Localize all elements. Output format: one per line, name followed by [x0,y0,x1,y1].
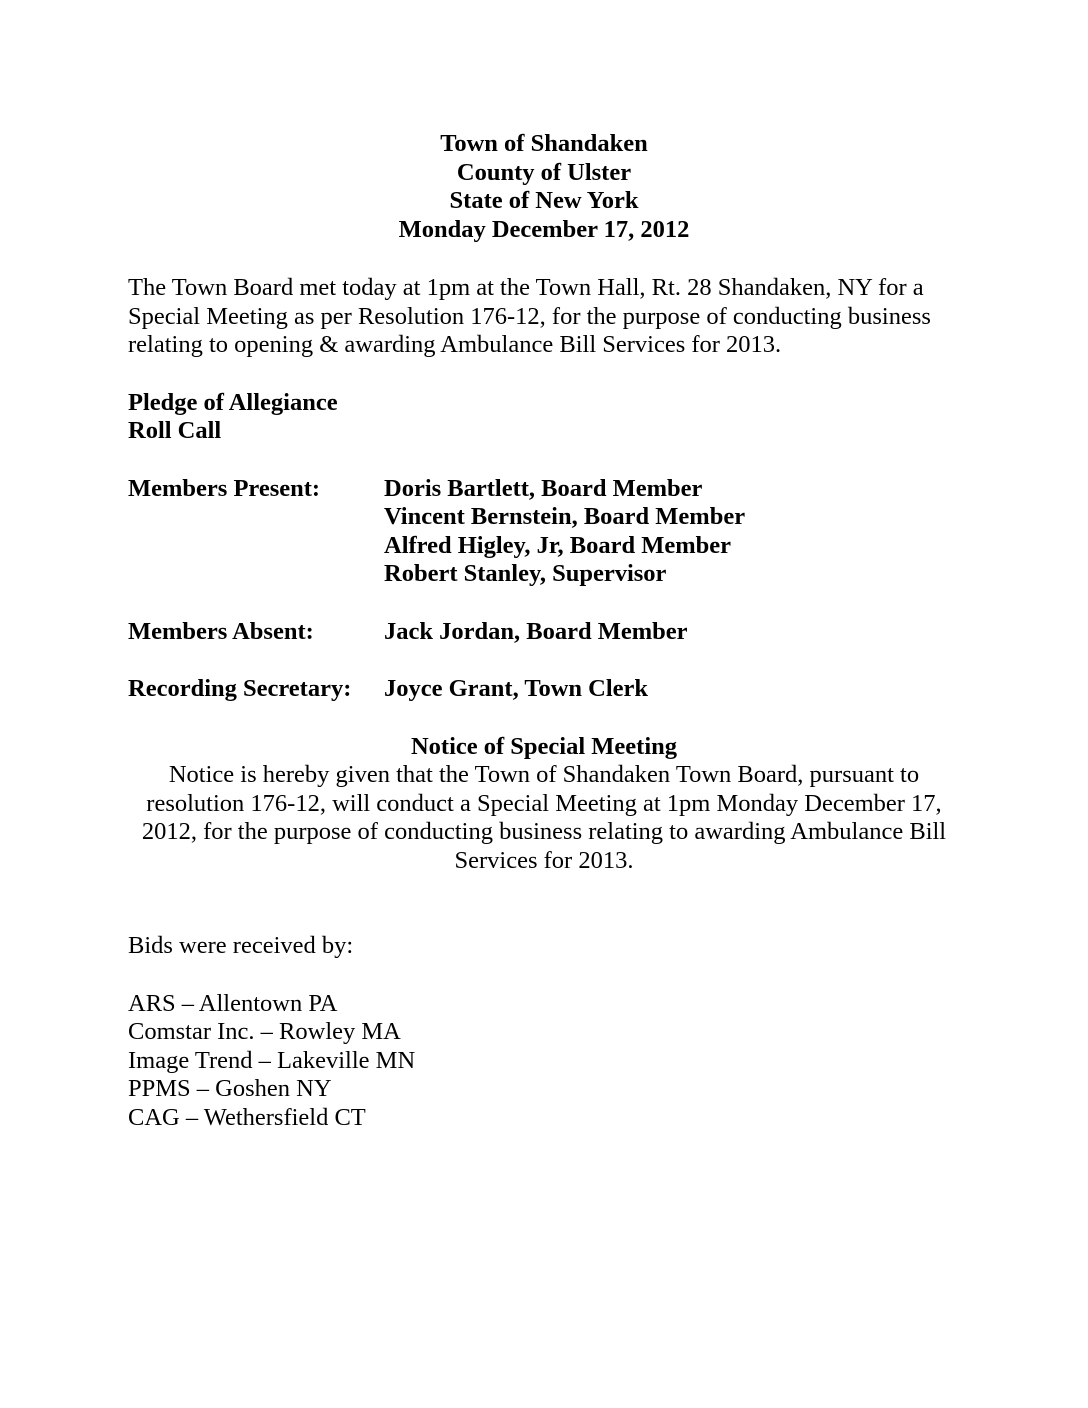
bid-item: PPMS – Goshen NY [128,1075,332,1102]
header-state: State of New York [449,187,639,214]
document-header [128,130,960,244]
member-absent: Jack Jordan, Board Member [384,617,688,645]
notice-body: Notice is hereby given that the Town of Shandaken Town Board, pursuant to resolution 176-12, will conduct a Special Meeting at 1pm Monday December 17, 2012, for the purpose of conducting business relating to awarding Ambulance Bill Services for 2013. [141,761,947,874]
bid-item: Comstar Inc. – Rowley MA [128,1018,401,1045]
agenda-list [128,389,960,446]
members-present-label: Members Present: [128,474,321,502]
header-county: County of Ulster [456,158,632,186]
member-present: Doris Bartlett, Board Member [384,474,703,502]
header-date: Monday December 17, 2012 [398,215,690,243]
roster [128,475,960,704]
member-present: Vincent Bernstein, Board Member [384,503,746,530]
bids-list [128,990,960,1133]
header-town: Town of Shandaken [440,130,648,157]
members-present-list [384,475,745,589]
members-absent-label: Members Absent: [128,617,314,645]
members-present-row [128,475,960,589]
members-absent-row [128,618,960,647]
agenda-item-roll-call: Roll Call [128,417,222,444]
bids-intro: Bids were received by: [128,932,354,959]
member-present: Robert Stanley, Supervisor [384,560,667,587]
intro-paragraph: The Town Board met today at 1pm at the Town Hall, Rt. 28 Shandaken, NY for a Special Meeting as per Resolution 176-12, for the purpose of conducting business relating to opening & awarding Ambulance Bill Services for 2013. [128,274,931,358]
notice-title: Notice of Special Meeting [410,732,678,760]
recording-secretary-name: Joyce Grant, Town Clerk [384,675,649,702]
bid-item: CAG – Wethersfield CT [128,1103,366,1131]
members-absent-list [384,618,688,647]
bid-item: Image Trend – Lakeville MN [128,1046,416,1074]
member-present: Alfred Higley, Jr, Board Member [384,531,732,559]
notice-section [128,733,960,876]
bid-item: ARS – Allentown PA [128,989,338,1017]
recording-secretary-list [384,675,648,704]
document-page [128,130,960,1132]
recording-secretary-row [128,675,960,704]
recording-secretary-label: Recording Secretary: [128,675,352,702]
agenda-item-pledge: Pledge of Allegiance [128,388,338,416]
